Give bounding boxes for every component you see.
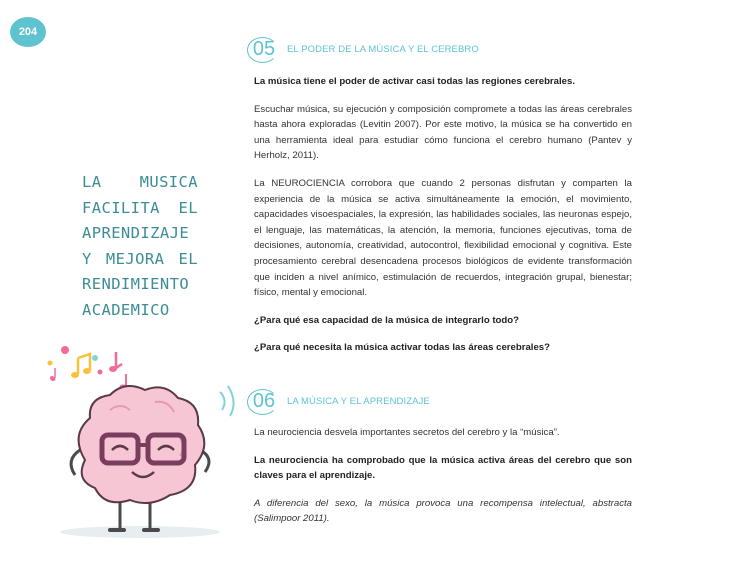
section-06-paragraph-2: La neurociencia ha comprobado que la música activa áreas del cerebro que son claves para el aprendizaje. bbox=[254, 454, 632, 482]
section-06-number: 06 bbox=[249, 388, 279, 414]
section-05-number: 05 bbox=[249, 36, 279, 62]
music-notes-icon bbox=[48, 346, 127, 390]
section-06-paragraph-1: La neurociencia desvela importantes secretos del cerebro y la “música”. bbox=[254, 427, 560, 438]
brain-illustration bbox=[40, 340, 235, 540]
section-05-question-1: ¿Para qué esa capacidad de la música de integrarlo todo? bbox=[254, 314, 519, 326]
section-05-question-2: ¿Para qué necesita la música activar todas las áreas cerebrales? bbox=[254, 342, 550, 354]
page-number: 204 bbox=[18, 26, 38, 38]
section-06-header bbox=[249, 388, 430, 414]
section-05-paragraph-2: La NEUROCIENCIA corrobora que cuando 2 personas disfrutan y comparten la experiencia de la música se activa simultáneamente la emoción, el movimiento, capacidades visoespaciales, la expresión, las habilidades sociales, las neuronas espejo, el lenguaje, las matemáticas, la atención, la memoria, funciones ejecutivas, toma de decisiones, autonomía, creatividad, autocontrol, flexibilidad emocional y cognitiva. Este procesamiento cerebral desencadena procesos biológicos de evidente transformación que inciden a nivel anímico, estimulación de recuerdos, integración grupal, bienestar; físico, mental y emocional. bbox=[254, 177, 632, 299]
section-06-title: LA MÚSICA Y EL APRENDIZAJE bbox=[287, 395, 430, 407]
section-05-paragraph-1: Escuchar música, su ejecución y composición compromete a todas las áreas cerebrales hasta ahora exploradas (Levitin 2007). Por este motivo, la música se ha convertido en una herramienta ideal para estudiar cómo funciona el cerebro humano (Pantev y Herholz, 2011). bbox=[254, 103, 632, 162]
headline: LA MUSICA FACILITA EL APRENDIZAJE Y MEJORA EL RENDIMIENTO ACADEMICO bbox=[82, 173, 198, 319]
section-06-body bbox=[254, 425, 632, 535]
page-number-badge bbox=[10, 17, 46, 47]
section-05-body bbox=[254, 74, 632, 364]
section-05-header bbox=[249, 36, 479, 62]
section-05-intro: La música tiene el poder de activar casi todas las regiones cerebrales. bbox=[254, 76, 576, 87]
section-05-title: EL PODER DE LA MÚSICA Y EL CEREBRO bbox=[287, 43, 479, 55]
section-06-paragraph-3: A diferencia del sexo, la música provoca una recompensa intelectual, abstracta (Salimpoor 2011). bbox=[254, 497, 632, 525]
